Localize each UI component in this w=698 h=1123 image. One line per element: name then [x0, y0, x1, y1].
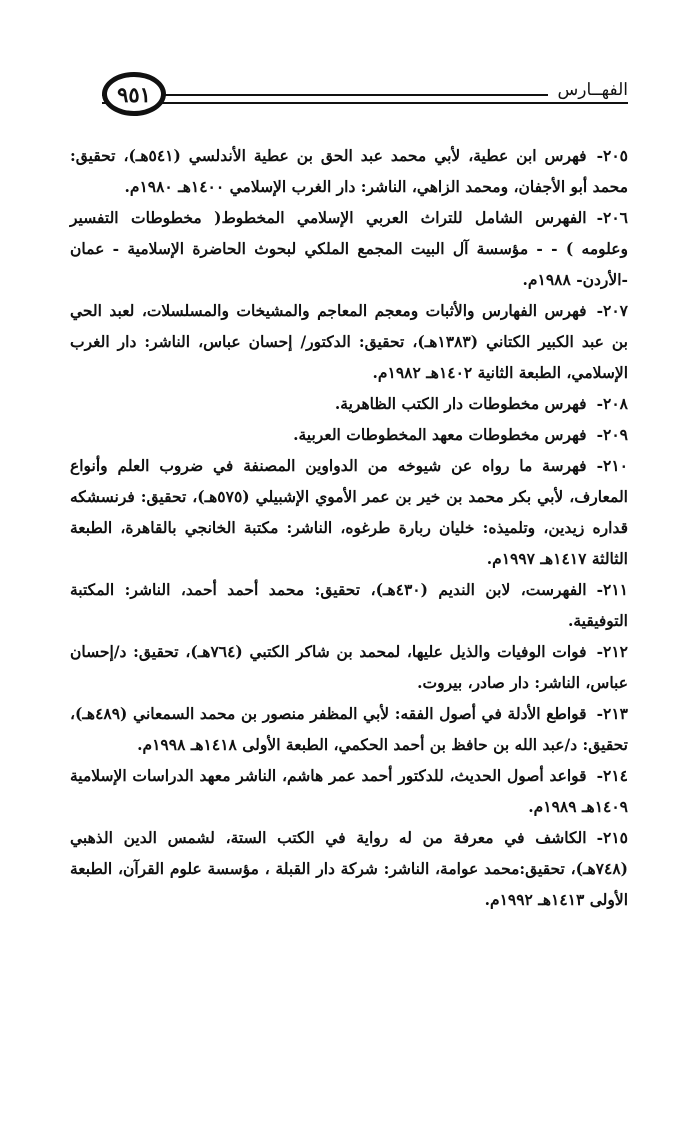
list-item — [70, 822, 628, 915]
entry-text: الفهرست، لابن النديم (٤٣٠هـ)، تحقيق: محمد أحمد أحمد، الناشر: المكتبة التوفيقية. — [70, 580, 628, 630]
bibliography-list — [70, 140, 628, 915]
entry-text: قواعد أصول الحديث، للدكتور أحمد عمر هاشم، الناشر معهد الدراسات الإسلامية ١٤٠٩هـ ١٩٨٩م. — [70, 766, 628, 816]
entry-text: فهرس الفهارس والأثبات ومعجم المعاجم والمشيخات والمسلسلات، لعبد الحي بن عبد الكبير الكتاني (١٣٨٣هـ)، تحقيق: الدكتور/ إحسان عباس، الناشر: دار الغرب الإسلامي، الطبعة الثانية ١٤٠٢هـ ١٩٨٢م. — [70, 301, 628, 382]
list-item — [70, 760, 628, 822]
list-item — [70, 140, 628, 202]
entry-number: ٢٠٨- — [596, 394, 628, 413]
page-header — [62, 72, 628, 122]
entry-number: ٢١١- — [596, 580, 628, 599]
list-item — [70, 202, 628, 295]
entry-number: ٢١٤- — [596, 766, 628, 785]
entry-text: فهرس مخطوطات دار الكتب الظاهرية. — [334, 394, 587, 413]
entry-text: الفهرس الشامل للتراث العربي الإسلامي المخطوط( مخطوطات التفسير وعلومه ) - - مؤسسة آل البيت المجمع الملكي لبحوث الحاضرة الإسلامية - عمان -الأردن- ١٩٨٨م. — [70, 208, 628, 289]
entry-text: فهرسة ما رواه عن شيوخه من الدواوين المصنفة في ضروب العلم وأنواع المعارف، لأبي بكر محمد بن خير بن عمر الأموي الإشبيلي (٥٧٥هـ)، تحقيق: فرنسشكه قداره زيدين، وتلميذه: خليان ربارة طرغوه، الناشر: مكتبة الخانجي بالقاهرة، الطبعة الثالثة ١٤١٧هـ ١٩٩٧م. — [70, 456, 628, 568]
page-number: ٩٥١ — [117, 81, 151, 107]
list-item — [70, 574, 628, 636]
entry-number: ٢٠٦- — [596, 208, 628, 227]
entry-text: الكاشف في معرفة من له رواية في الكتب الستة، لشمس الدين الذهبي (٧٤٨هـ)، تحقيق:محمد عوامة، الناشر: شركة دار القبلة ، مؤسسة علوم القرآن، الطبعة الأولى ١٤١٣هـ ١٩٩٢م. — [70, 828, 628, 909]
list-item — [70, 698, 628, 760]
entry-number: ٢١٣- — [596, 704, 628, 723]
list-item — [70, 450, 628, 574]
list-item — [70, 419, 628, 450]
entry-text: فوات الوفيات والذيل عليها، لمحمد بن شاكر الكتبي (٧٦٤هـ)، تحقيق: د/إحسان عباس، الناشر: دار صادر، بيروت. — [70, 642, 628, 692]
page-title: الفهــارس — [548, 78, 628, 102]
entry-text: فهرس مخطوطات معهد المخطوطات العربية. — [293, 425, 587, 444]
entry-text: فهرس ابن عطية، لأبي محمد عبد الحق بن عطية الأندلسي (٥٤١هـ)، تحقيق: محمد أبو الأجفان، ومحمد الزاهي، الناشر: دار الغرب الإسلامي ١٤٠٠هـ ١٩٨٠م. — [70, 146, 628, 196]
page-number-badge — [102, 72, 166, 116]
list-item — [70, 295, 628, 388]
entry-text: قواطع الأدلة في أصول الفقه: لأبي المظفر منصور بن محمد السمعاني (٤٨٩هـ)، تحقيق: د/عبد الله بن حافظ بن أحمد الحكمي، الطبعة الأولى ١٤١٨هـ ١٩٩٨م. — [70, 704, 628, 754]
list-item — [70, 388, 628, 419]
entry-number: ٢١٢- — [596, 642, 628, 661]
entry-number: ٢٠٥- — [596, 146, 629, 165]
entry-number: ٢١٠- — [596, 456, 628, 475]
entry-number: ٢١٥- — [596, 828, 628, 847]
list-item — [70, 636, 628, 698]
entry-number: ٢٠٧- — [596, 301, 628, 320]
entry-number: ٢٠٩- — [596, 425, 628, 444]
